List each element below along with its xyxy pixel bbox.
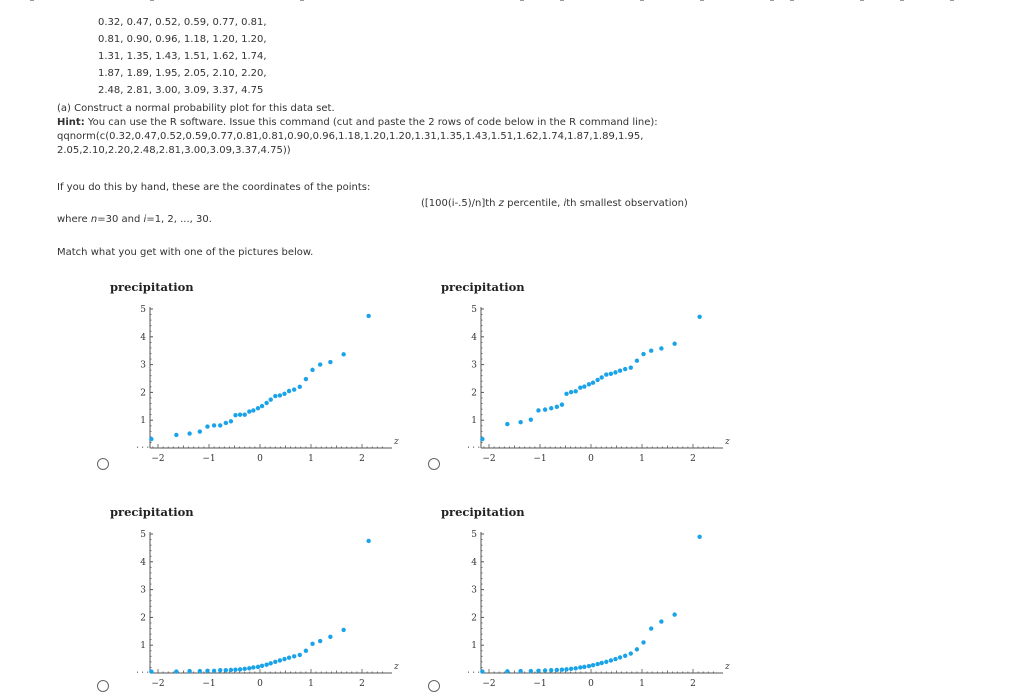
data-point: [229, 419, 233, 423]
data-point: [341, 628, 345, 632]
hint-body: You can use the R software. Issue this command (cut and paste the 2 rows of code below in the R command line):: [84, 117, 658, 128]
data-point: [604, 660, 608, 664]
x-tick-label: 1: [639, 454, 645, 464]
data-point: [224, 421, 228, 425]
data-point: [341, 352, 345, 356]
data-point: [260, 404, 264, 408]
data-point: [187, 431, 191, 435]
data-point: [264, 401, 268, 405]
data-point: [287, 389, 291, 393]
data-point: [298, 385, 302, 389]
data-point: [574, 666, 578, 670]
data-point: [555, 405, 559, 409]
data-point: [260, 664, 264, 668]
data-point: [269, 397, 273, 401]
data-point: [310, 368, 314, 372]
top-border-dash: [300, 0, 304, 1]
data-point: [278, 393, 282, 397]
data-point: [587, 664, 591, 668]
data-point: [480, 437, 484, 441]
y-tick-label: 4: [471, 332, 477, 343]
data-list: [98, 14, 267, 99]
top-border-dash: [640, 0, 644, 1]
data-point: [649, 626, 653, 630]
data-point: [366, 314, 370, 318]
data-point: [292, 387, 296, 391]
data-point: [697, 535, 701, 539]
x-axis-label: z: [394, 437, 399, 447]
coords-mid: percentile,: [503, 198, 564, 209]
y-tick-label: 2: [471, 388, 477, 399]
data-point: [609, 372, 613, 376]
data-point: [536, 669, 540, 673]
question-block: [57, 102, 658, 158]
coords-i: i: [563, 198, 567, 209]
x-tick-label: −2: [482, 454, 496, 464]
data-point: [247, 409, 251, 413]
coordinates-formula: [421, 198, 688, 209]
data-point: [635, 359, 639, 363]
y-tick-label: 2: [140, 613, 146, 624]
code-line-2[interactable]: 2.05,2.10,2.20,2.48,2.81,3.00,3.09,3.37,4.75)): [57, 145, 291, 156]
data-point: [555, 668, 559, 672]
data-point: [229, 668, 233, 672]
y-tick-label: 5: [471, 305, 477, 315]
data-point: [569, 390, 573, 394]
data-point: [569, 667, 573, 671]
plot-option-2: [436, 278, 736, 468]
y-tick-label: 4: [471, 557, 477, 568]
plot-option-1: [105, 278, 405, 468]
data-row: 2.48, 2.81, 3.00, 3.09, 3.37, 4.75: [98, 85, 264, 96]
data-point: [251, 665, 255, 669]
data-point: [529, 417, 533, 421]
plot-option-3: [105, 503, 405, 693]
data-point: [659, 619, 663, 623]
data-point: [273, 660, 277, 664]
data-point: [212, 423, 216, 427]
data-point: [238, 412, 242, 416]
data-point: [518, 420, 522, 424]
x-tick-label: 0: [257, 454, 263, 464]
data-point: [174, 669, 178, 673]
y-tick-label: 2: [140, 388, 146, 399]
data-point: [273, 394, 277, 398]
data-point: [304, 649, 308, 653]
data-point: [697, 315, 701, 319]
x-tick-label: 0: [257, 679, 263, 689]
data-point: [623, 367, 627, 371]
x-tick-label: 0: [588, 679, 594, 689]
data-point: [595, 378, 599, 382]
x-tick-label: −2: [482, 679, 496, 689]
data-point: [282, 392, 286, 396]
y-axis-label: precipitation: [441, 280, 525, 294]
y-tick-label: 3: [471, 360, 477, 371]
data-point: [212, 669, 216, 673]
data-point: [600, 661, 604, 665]
data-point: [205, 669, 209, 673]
x-tick-label: 2: [690, 679, 696, 689]
data-point: [174, 433, 178, 437]
data-point: [518, 669, 522, 673]
data-point: [618, 655, 622, 659]
data-point: [505, 422, 509, 426]
where-eq30: =30 and: [97, 214, 144, 225]
data-point: [591, 380, 595, 384]
data-point: [198, 669, 202, 673]
data-point: [629, 651, 633, 655]
data-point: [198, 429, 202, 433]
data-point: [256, 406, 260, 410]
data-point: [613, 370, 617, 374]
data-point: [328, 360, 332, 364]
data-point: [649, 349, 653, 353]
code-line-1[interactable]: qqnorm(c(0.32,0.47,0.52,0.59,0.77,0.81,0.81,0.90,0.96,1.18,1.20,1.20,1.31,1.35,1.43,1.51,1.62,1.74,1.87,1.89,1.95,: [57, 131, 644, 142]
data-point: [641, 352, 645, 356]
x-tick-label: −2: [151, 454, 165, 464]
top-border-dash: [700, 0, 704, 1]
where-range: =1, 2, ..., 30.: [146, 214, 212, 225]
data-point: [233, 413, 237, 417]
x-tick-label: −2: [151, 679, 165, 689]
data-point: [659, 346, 663, 350]
data-point: [600, 375, 604, 379]
data-point: [672, 342, 676, 346]
data-point: [604, 372, 608, 376]
data-point: [243, 412, 247, 416]
top-border-dash: [860, 0, 864, 1]
where-text: [57, 214, 212, 225]
data-point: [149, 669, 153, 673]
hint-text: [57, 116, 658, 130]
data-point: [560, 402, 564, 406]
data-point: [149, 437, 153, 441]
data-point: [318, 362, 322, 366]
data-point: [549, 406, 553, 410]
data-point: [218, 423, 222, 427]
data-point: [582, 665, 586, 669]
data-point: [574, 389, 578, 393]
top-border-dash: [520, 0, 524, 1]
data-point: [328, 635, 332, 639]
data-point: [578, 385, 582, 389]
y-tick-label: 5: [140, 305, 146, 315]
coords-open: ([100(i-.5)/n]th: [421, 198, 499, 209]
data-point: [618, 369, 622, 373]
top-border-dash: [560, 0, 564, 1]
plot-option-4: [436, 503, 736, 693]
data-point: [564, 667, 568, 671]
data-point: [578, 665, 582, 669]
data-point: [543, 668, 547, 672]
top-border-dash: [770, 0, 774, 1]
data-point: [292, 654, 296, 658]
x-tick-label: 1: [639, 679, 645, 689]
data-row: 1.87, 1.89, 1.95, 2.05, 2.10, 2.20,: [98, 68, 267, 79]
data-point: [587, 382, 591, 386]
data-point: [529, 669, 533, 673]
data-point: [298, 653, 302, 657]
data-point: [218, 668, 222, 672]
data-point: [549, 668, 553, 672]
data-point: [187, 669, 191, 673]
data-point: [609, 658, 613, 662]
data-point: [278, 658, 282, 662]
data-point: [366, 539, 370, 543]
coords-z: z: [498, 198, 504, 209]
top-border: [0, 0, 1024, 2]
y-tick-label: 5: [471, 530, 477, 540]
data-row: 0.32, 0.47, 0.52, 0.59, 0.77, 0.81,: [98, 17, 267, 28]
data-point: [536, 408, 540, 412]
data-point: [564, 392, 568, 396]
x-axis-label: z: [394, 662, 399, 672]
data-point: [205, 424, 209, 428]
y-tick-label: 1: [140, 641, 146, 652]
top-border-dash: [790, 0, 794, 1]
data-point: [591, 663, 595, 667]
x-tick-label: 0: [588, 454, 594, 464]
y-tick-label: 4: [140, 332, 146, 343]
y-tick-label: 3: [140, 360, 146, 371]
top-border-dash: [30, 0, 34, 1]
x-tick-label: −1: [202, 679, 216, 689]
data-point: [304, 377, 308, 381]
data-point: [480, 669, 484, 673]
data-point: [672, 612, 676, 616]
data-point: [251, 408, 255, 412]
data-point: [247, 666, 251, 670]
y-tick-label: 3: [140, 585, 146, 596]
data-point: [269, 661, 273, 665]
by-hand-text: If you do this by hand, these are the coordinates of the points:: [57, 182, 371, 193]
data-point: [256, 665, 260, 669]
data-point: [582, 384, 586, 388]
y-tick-label: 3: [471, 585, 477, 596]
y-tick-label: 4: [140, 557, 146, 568]
y-tick-label: 1: [471, 641, 477, 652]
coords-close: th smallest observation): [566, 198, 688, 209]
part-a-text: (a) Construct a normal probability plot for this data set.: [57, 103, 335, 114]
y-tick-label: 5: [140, 530, 146, 540]
data-point: [635, 647, 639, 651]
data-point: [641, 640, 645, 644]
y-axis-label: precipitation: [441, 505, 525, 519]
data-point: [560, 667, 564, 671]
y-tick-label: 1: [471, 416, 477, 427]
data-point: [243, 667, 247, 671]
x-tick-label: 1: [308, 679, 314, 689]
data-point: [233, 667, 237, 671]
data-point: [264, 662, 268, 666]
top-border-dash: [950, 0, 954, 1]
data-point: [629, 365, 633, 369]
data-point: [543, 407, 547, 411]
data-point: [238, 667, 242, 671]
y-tick-label: 2: [471, 613, 477, 624]
x-axis-label: z: [725, 662, 730, 672]
x-tick-label: −1: [533, 679, 547, 689]
hint-label: Hint:: [57, 117, 85, 128]
data-point: [505, 669, 509, 673]
data-point: [310, 642, 314, 646]
top-border-dash: [150, 0, 154, 1]
x-tick-label: 2: [690, 454, 696, 464]
data-point: [613, 657, 617, 661]
data-point: [282, 657, 286, 661]
x-tick-label: 2: [359, 679, 365, 689]
data-point: [287, 656, 291, 660]
x-axis-label: z: [725, 437, 730, 447]
top-border-dash: [900, 0, 904, 1]
data-point: [623, 654, 627, 658]
data-row: 1.31, 1.35, 1.43, 1.51, 1.62, 1.74,: [98, 51, 267, 62]
data-point: [224, 668, 228, 672]
x-tick-label: 1: [308, 454, 314, 464]
data-point: [318, 639, 322, 643]
match-instruction: Match what you get with one of the pictures below.: [57, 247, 314, 258]
where-n: n: [90, 214, 98, 225]
y-tick-label: 1: [140, 416, 146, 427]
y-axis-label: precipitation: [110, 280, 194, 294]
y-axis-label: precipitation: [110, 505, 194, 519]
x-tick-label: −1: [533, 454, 547, 464]
data-row: 0.81, 0.90, 0.96, 1.18, 1.20, 1.20,: [98, 34, 267, 45]
x-tick-label: −1: [202, 454, 216, 464]
x-tick-label: 2: [359, 454, 365, 464]
where-word: where: [57, 214, 91, 225]
data-point: [595, 662, 599, 666]
where-i: i: [143, 214, 147, 225]
